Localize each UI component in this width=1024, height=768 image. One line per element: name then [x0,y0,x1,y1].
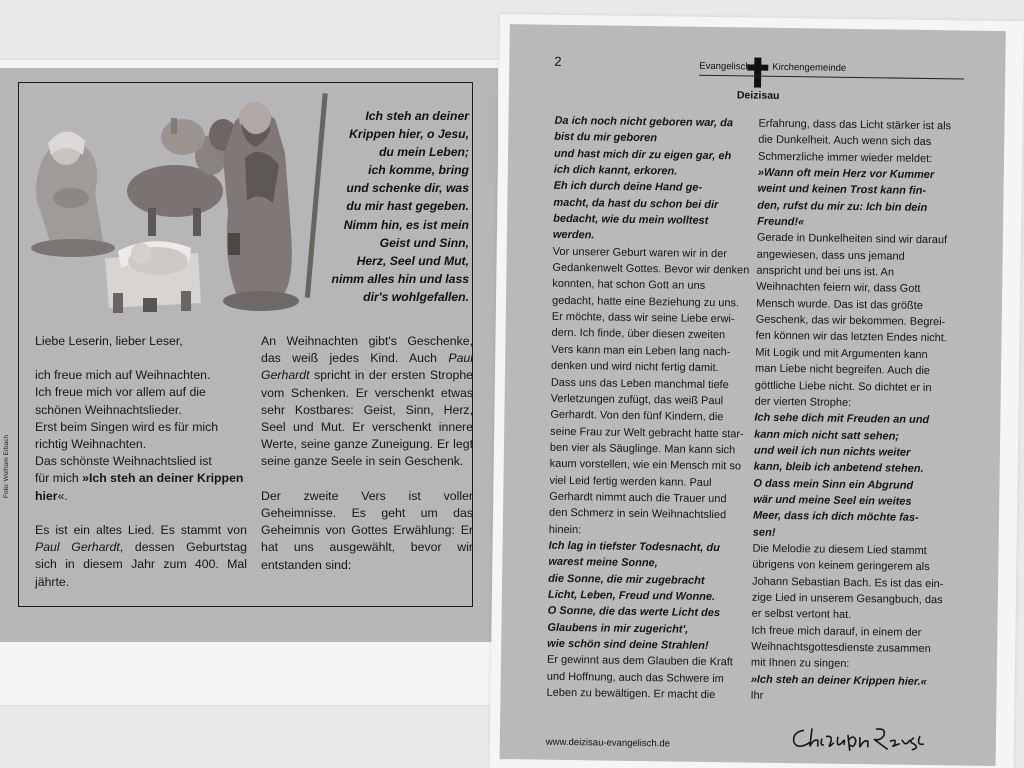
article-line: Ich lag in tiefster Todesnacht, du [548,539,720,555]
text-line: richtig Weihnachten. [35,437,147,452]
text-line: Erst beim Singen wird es für mich [35,419,219,434]
article-line: Gerade in Dunkelheiten sind wir darauf [756,232,948,247]
article-line: warest meine Sonne, [548,556,658,570]
content-frame [18,82,473,607]
right-page-print-area [500,24,1006,766]
article-line: Weihnachtsgottesdienste zusammen [751,640,931,656]
article-line: den Schmerz in sein Weihnachtslied [548,506,727,522]
article-line: Licht, Leben, Freud und Wonne. [547,588,716,604]
article-line: denken und wird nicht fertig damit. [551,359,719,375]
article-line: und weil ich nun nichts weiter [753,444,911,459]
article-line: ben vier als Säuglinge. Man kann sich [549,441,736,457]
article-line: Geschenk, das wir bekommen. Begrei- [755,313,946,329]
article-line: macht, da hast du schon bei dir [553,196,719,211]
article-line: anspricht und bei uns ist. An [756,264,895,279]
article-line: fen können wir das letzten Endes nicht. [755,330,947,345]
article-line: seine Frau zur Welt gebracht hatte star- [550,425,744,440]
article-line: Er möchte, dass wir seine Liebe erwi- [551,310,735,326]
parish-website-link: www.deizisau-evangelisch.de [545,736,670,750]
hymn-line: ich komme, bring [368,163,469,178]
handwritten-signature [790,722,930,754]
article-line: und Hoffnung, auch das Schwere im [546,670,724,685]
text-fragment: spricht in der ersten Strophe vom Schenken. Er verschenkt etwas sehr Kostbares: Geist, Sinn, Herz, Seel und Mut. Er verschenkt innere Werte, seine ganze Zuneigung. Er legt seine ganze Seele in sein Geschenk. [261,368,473,469]
article-line: sen! [752,526,776,539]
letter-column-2 [261,333,473,591]
article-line: kann, bleib ich anbetend stehen. [753,460,924,476]
article-line: O Sonne, die das werte Licht des [547,605,721,620]
article-line: Mensch wurde. Das ist das größte [755,297,923,312]
article-line: Vers kann man ein Leben lang nach- [551,343,731,359]
parish-masthead [699,60,964,102]
text-fragment: «. [57,488,68,503]
article-line: wär und meine Seel ein weites [753,493,912,508]
letter-greeting: Liebe Leserin, lieber Leser, [35,334,183,348]
article-line: Erfahrung, dass das Licht stärker ist als [758,117,952,133]
left-page-print-area [0,68,498,642]
hymn-line: du mein Leben; [378,145,469,160]
text-line: ich freue mich auf Weihnachten. [35,368,211,383]
article-line: ich dich kannt, erkoren. [553,163,678,178]
text-fragment: , dessen Geburtstag sich in diesem Jahr zum 400. Mal jährte. [35,540,247,589]
article-line: O dass mein Sinn ein Abgrund [753,477,914,492]
hymn-line: dir's wohlgefallen. [363,289,469,304]
article-line: er selbst vertont hat. [751,607,852,622]
article-line: Dass uns das Leben manchmal tiefe [550,376,729,391]
hymn-line: Geist und Sinn, [379,235,469,250]
article-line: Weihnachten feiern wir, dass Gott [756,281,921,296]
hymn-line: Krippen hier, o Jesu, [349,127,469,142]
article-line: göttliche Liebe nicht. So dichtet er in [754,379,932,394]
article-line: Da ich noch nicht geboren war, da [554,114,734,130]
article-line: weint und keinen Trost kann fin- [757,182,927,198]
article-line: werden. [552,229,595,242]
masthead-rule [699,75,964,80]
masthead-kirchengemeinde: Kirchengemeinde [772,61,847,74]
text-line: Das schönste Weihnachtslied ist [35,454,212,469]
article-line: die Sonne, die mir zugebracht [548,572,705,587]
hymn-line: und schenke dir, was [346,181,469,196]
article-line: dern. Ich finde, über diesen zweiten [551,327,726,342]
article-line: Gerhardt. Von den fünf Kindern, die [550,408,724,424]
letter-paragraph-3 [261,333,473,471]
text-fragment: Es ist ein altes Lied. Es stammt von [35,523,247,538]
masthead-town: Deizisau [736,89,780,102]
left-page [0,60,502,705]
article-line: Die Melodie zu diesem Lied stammt [752,542,927,557]
article-column-2 [750,116,953,707]
text-fragment: An Weihnachten gibt's Geschenke, das weiß jedes Kind. Auch [261,334,473,366]
text-line: schönen Weihnachtslieder. [35,402,182,417]
hymn-quote-verse1 [291,107,469,306]
hymn-line: nimm alles hin und lass [331,271,469,286]
article-line: Meer, dass ich dich möchte fas- [752,509,919,525]
article-line: hinein: [548,523,582,536]
hymn-title-emphasis: »Ich steh an deiner Krippen hier [35,471,244,503]
article-line: mit Ihnen zu singen: [750,656,850,671]
hymn-line: du mir hast gegeben. [346,199,469,214]
article-line: Leben zu bewältigen. Er macht die [546,686,716,702]
article-line: zige Lied in unserem Gesangbuch, das [751,591,943,607]
author-name: Paul Gerhardt [35,540,120,555]
article-line: gedacht, hatte eine Beziehung zu uns. [551,294,740,310]
article-line: bist du mir geboren [554,131,658,145]
article-line: Schmerzliche immer wieder meldet: [757,150,933,165]
article-line: Glaubens in mir zugericht', [547,621,689,636]
article-line: angewiesen, dass uns jemand [756,248,905,263]
article-line: »Wann oft mein Herz vor Kummer [757,166,935,182]
hymn-line: Nimm hin, es ist mein [343,217,469,232]
article-line: Mit Logik und mit Argumenten kann [755,346,928,361]
author-name: Paul Gerhardt [261,351,473,383]
article-line: Ihr [750,689,764,702]
article-line: Johann Sebastian Bach. Es ist das ein- [752,575,944,590]
page-number: 2 [554,53,562,69]
article-line: wie schön sind deine Strahlen! [547,637,709,652]
article-line: kaum vorstellen, wie ein Mensch mit so [549,457,742,473]
article-line: bedacht, wie du mein wolltest [553,212,709,227]
article-line: Eh ich durch deine Hand ge- [553,180,703,195]
article-line: man Liebe nicht begreifen. Auch die [754,362,931,378]
article-line: »Ich steh an deiner Krippen hier.« [750,673,927,688]
article-line: Gerhardt nimmt auch die Trauer und [549,490,727,506]
article-line: konnten, hat schon Gott an uns [552,278,706,293]
article-line: Er gewinnt aus dem Glauben die Kraft [546,654,733,669]
article-line: kann mich nicht satt sehen; [754,428,900,443]
article-line: die Dunkelheit. Auch wenn sich das [758,133,932,149]
article-line: der vierten Strophe: [754,395,852,409]
letter-paragraph-1 [35,367,247,505]
article-line: Gedankenwelt Gottes. Bevor wir denken [552,261,750,277]
article-line: viel Leid fertig werden kann. Paul [549,474,712,489]
article-line: Freund!« [757,215,805,229]
photo-credit: Foto: Wolfram Erbach [3,434,10,498]
masthead-evangelische: Evangelische [699,60,756,73]
article-line: Vor unserer Geburt waren wir in der [552,245,728,260]
article-line: und hast mich dir zu eigen gar, eh [553,147,732,162]
text-line: Ich freue mich vor allem auf die [35,385,206,400]
letter-paragraph-2 [35,522,247,591]
article-line: übrigens von keinem geringerem als [752,558,930,574]
article-line: Ich sehe dich mit Freuden an und [754,411,930,427]
letter-paragraph-4: Der zweite Vers ist voller Geheimnisse. Es geht um das Geheimnis von Gottes Erwählung: Er hat uns ausgewählt, bevor wir entstanden sind: [261,488,473,572]
article-line: Ich freue mich darauf, in einem der [751,624,922,639]
letter-column-1 [35,333,247,608]
hymn-line: Herz, Seel und Mut, [356,253,469,268]
article-line: den, rufst du mir zu: Ich bin dein [757,199,928,214]
text-fragment: für mich [35,471,83,486]
right-page [489,14,1023,768]
article-line: Verletzungen zufügt, das weiß Paul [550,392,724,407]
article-column-1 [546,113,752,704]
hymn-line: Ich steh an deiner [365,109,469,123]
